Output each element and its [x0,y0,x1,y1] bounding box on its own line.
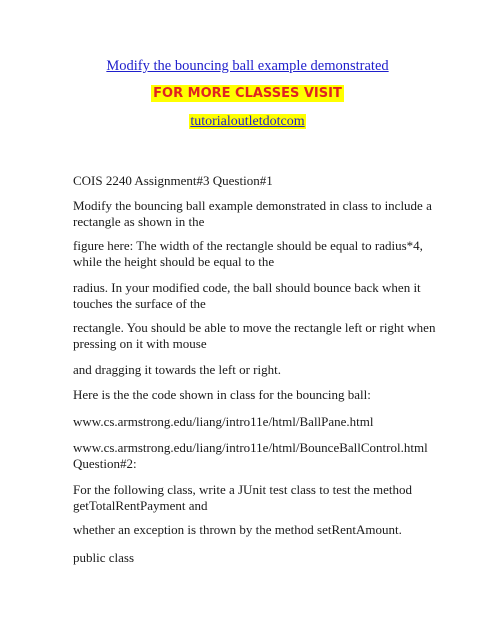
paragraph-line: and dragging it towards the left or right. [73,362,281,377]
paragraph-line: rectangle as shown in the [73,214,205,229]
paragraph-line: whether an exception is thrown by the method setRentAmount. [73,522,402,537]
site-link-wrapper [0,114,495,130]
paragraph-line: Question#2: [73,456,137,471]
bounceballcontrol-url[interactable]: www.cs.armstrong.edu/liang/intro11e/html/BounceBallControl.html [73,440,428,455]
visit-banner [0,86,495,101]
paragraph-line: pressing on it with mouse [73,336,207,351]
paragraph-3 [73,238,433,270]
paragraph-11 [73,522,433,538]
visit-banner-text: FOR MORE CLASSES VISIT [153,86,342,101]
document-title-link[interactable]: Modify the bouncing ball example demonstrated [106,58,389,74]
paragraph-12 [73,550,433,566]
paragraph-line: touches the surface of the [73,296,206,311]
paragraph-line: getTotalRentPayment and [73,498,208,513]
paragraph-10 [73,482,433,514]
paragraph-line: COIS 2240 Assignment#3 Question#1 [73,173,273,188]
site-link[interactable]: tutorialoutletdotcom [190,114,305,129]
paragraph-9 [73,440,433,472]
paragraph-line: rectangle. You should be able to move the rectangle left or right when [73,320,436,335]
paragraph-line: public class [73,550,135,565]
paragraph-line: For the following class, write a JUnit test class to test the method [73,482,413,497]
paragraph-6 [73,362,433,378]
paragraph-line: radius. In your modified code, the ball should bounce back when it [73,280,421,295]
paragraph-line: while the height should be equal to the [73,254,275,269]
ballpane-url[interactable]: www.cs.armstrong.edu/liang/intro11e/html/BallPane.html [73,414,374,429]
paragraph-4 [73,280,433,312]
paragraph-5 [73,320,436,352]
paragraph-line: Modify the bouncing ball example demonstrated in class to include a [73,198,432,213]
paragraph-line: figure here: The width of the rectangle should be equal to radius*4, [73,238,423,253]
paragraph-2 [73,198,433,230]
paragraph-1 [73,173,433,189]
paragraph-8 [73,414,433,430]
paragraph-line: Here is the the code shown in class for the bouncing ball: [73,387,371,402]
paragraph-7 [73,387,433,403]
